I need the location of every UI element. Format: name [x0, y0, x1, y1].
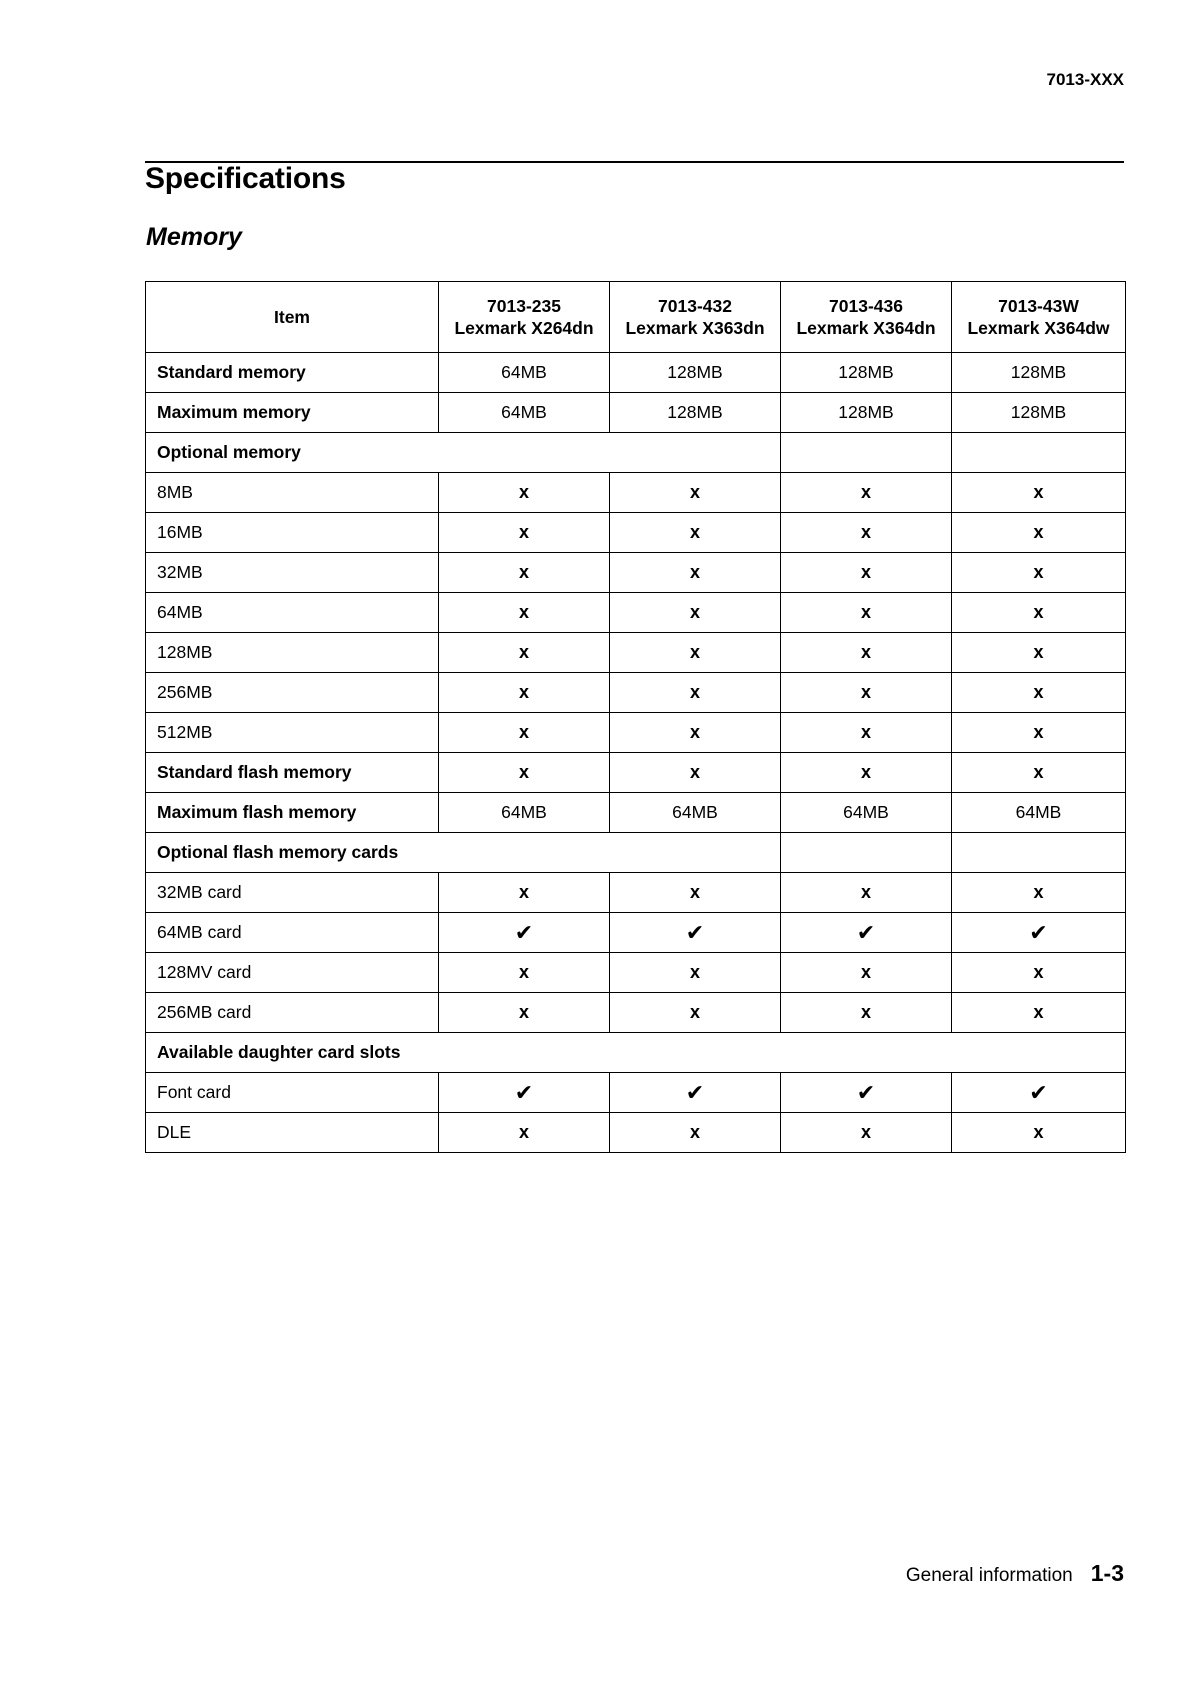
table-cell: x	[439, 593, 610, 633]
table-cell: x	[952, 953, 1126, 993]
table-cell: ✔	[439, 1073, 610, 1113]
row-label: Standard memory	[146, 353, 439, 393]
table-header-row	[146, 282, 1126, 353]
table-header	[146, 282, 1126, 353]
table-body	[146, 353, 1126, 1153]
table-row	[146, 913, 1126, 953]
table-row	[146, 353, 1126, 393]
table-row	[146, 1073, 1126, 1113]
table-cell: ✔	[952, 1073, 1126, 1113]
table-cell: x	[952, 473, 1126, 513]
table-cell: ✔	[610, 1073, 781, 1113]
table-cell: x	[439, 673, 610, 713]
row-label: 64MB	[146, 593, 439, 633]
table-cell: x	[439, 953, 610, 993]
table-cell: 128MB	[781, 353, 952, 393]
table-cell: x	[610, 953, 781, 993]
table-cell: 64MB	[781, 793, 952, 833]
table-cell: 128MB	[952, 393, 1126, 433]
model-name: Lexmark X264dn	[454, 318, 594, 338]
table-row	[146, 833, 1126, 873]
section-title: Memory	[146, 223, 242, 251]
table-cell: x	[610, 633, 781, 673]
table-cell: ✔	[781, 913, 952, 953]
table-cell: x	[952, 1113, 1126, 1153]
table-cell: x	[781, 633, 952, 673]
row-label: Maximum memory	[146, 393, 439, 433]
table-cell: x	[439, 993, 610, 1033]
page-footer	[906, 1560, 1124, 1587]
model-id: 7013-432	[658, 296, 732, 316]
table-row	[146, 433, 1126, 473]
table-cell: x	[952, 753, 1126, 793]
table-cell: x	[781, 873, 952, 913]
column-header-model	[610, 282, 781, 353]
model-name: Lexmark X363dn	[625, 318, 765, 338]
table-row	[146, 953, 1126, 993]
table-cell: x	[610, 553, 781, 593]
row-label: DLE	[146, 1113, 439, 1153]
table-cell: x	[781, 513, 952, 553]
table-cell: x	[610, 753, 781, 793]
model-id: 7013-436	[829, 296, 903, 316]
table-cell	[781, 833, 952, 873]
table-cell: x	[439, 553, 610, 593]
table-row	[146, 633, 1126, 673]
table-cell: x	[781, 593, 952, 633]
table-row	[146, 753, 1126, 793]
table-cell: x	[610, 993, 781, 1033]
table-row	[146, 513, 1126, 553]
table-cell: ✔	[781, 1073, 952, 1113]
table-cell: x	[439, 713, 610, 753]
table-cell: x	[439, 633, 610, 673]
row-label: Font card	[146, 1073, 439, 1113]
table-cell: x	[781, 1113, 952, 1153]
row-label: 256MB	[146, 673, 439, 713]
table-cell: x	[952, 513, 1126, 553]
table-row	[146, 593, 1126, 633]
table-cell: ✔	[439, 913, 610, 953]
table-row	[146, 793, 1126, 833]
table-cell: 128MB	[610, 393, 781, 433]
table-cell: x	[952, 633, 1126, 673]
memory-spec-table	[145, 281, 1126, 1153]
table-row	[146, 1033, 1126, 1073]
row-label: 16MB	[146, 513, 439, 553]
table-row	[146, 553, 1126, 593]
table-cell: x	[781, 953, 952, 993]
table-cell: x	[439, 873, 610, 913]
table-cell: 64MB	[952, 793, 1126, 833]
table-cell: 128MB	[952, 353, 1126, 393]
table-cell: x	[781, 753, 952, 793]
table-cell	[781, 433, 952, 473]
row-label: 512MB	[146, 713, 439, 753]
footer-section-name: General information	[905, 1565, 1073, 1586]
column-header-model	[781, 282, 952, 353]
table-cell	[952, 433, 1126, 473]
table-cell: x	[781, 473, 952, 513]
table-cell: x	[952, 873, 1126, 913]
model-id: 7013-43W	[998, 296, 1079, 316]
table-cell: x	[952, 993, 1126, 1033]
table-cell: x	[439, 473, 610, 513]
table-cell: x	[610, 673, 781, 713]
column-header-item: Item	[146, 282, 439, 353]
row-label: 256MB card	[146, 993, 439, 1033]
table-cell: x	[781, 673, 952, 713]
table-cell: x	[610, 473, 781, 513]
table-cell: x	[610, 713, 781, 753]
table-cell: x	[610, 1113, 781, 1153]
table-row	[146, 393, 1126, 433]
row-label: 128MB	[146, 633, 439, 673]
table-cell: x	[610, 513, 781, 553]
table-cell: x	[781, 553, 952, 593]
table-cell	[952, 833, 1126, 873]
row-label: 8MB	[146, 473, 439, 513]
page-title: Specifications	[145, 162, 346, 195]
table-cell: 128MB	[781, 393, 952, 433]
model-name: Lexmark X364dn	[796, 318, 936, 338]
table-cell: x	[439, 753, 610, 793]
column-header-model	[952, 282, 1126, 353]
document-code: 7013-XXX	[1046, 70, 1124, 89]
table-cell: x	[952, 553, 1126, 593]
table-cell: 64MB	[610, 793, 781, 833]
table-cell: x	[952, 713, 1126, 753]
table-cell: x	[781, 993, 952, 1033]
table-row	[146, 473, 1126, 513]
row-label: Optional flash memory cards	[146, 833, 781, 873]
table-row	[146, 873, 1126, 913]
page-number: 1-3	[1090, 1560, 1124, 1586]
table-cell: x	[781, 713, 952, 753]
table-cell: 128MB	[610, 353, 781, 393]
table-cell: 64MB	[439, 393, 610, 433]
table-cell: x	[610, 593, 781, 633]
table-row	[146, 673, 1126, 713]
table-cell: ✔	[610, 913, 781, 953]
model-name: Lexmark X364dw	[967, 318, 1110, 338]
table-row	[146, 713, 1126, 753]
row-label: Available daughter card slots	[146, 1033, 1126, 1073]
table-cell: x	[439, 513, 610, 553]
table-cell: 64MB	[439, 353, 610, 393]
table-row	[146, 993, 1126, 1033]
table-row	[146, 1113, 1126, 1153]
row-label: 64MB card	[146, 913, 439, 953]
table-cell: x	[610, 873, 781, 913]
table-cell: 64MB	[439, 793, 610, 833]
table-cell: x	[952, 673, 1126, 713]
row-label: 32MB card	[146, 873, 439, 913]
table-cell: x	[952, 593, 1126, 633]
row-label: Optional memory	[146, 433, 781, 473]
table-cell: x	[439, 1113, 610, 1153]
row-label: 32MB	[146, 553, 439, 593]
column-header-model	[439, 282, 610, 353]
table-cell: ✔	[952, 913, 1126, 953]
row-label: 128MV card	[146, 953, 439, 993]
row-label: Maximum flash memory	[146, 793, 439, 833]
model-id: 7013-235	[487, 296, 561, 316]
row-label: Standard flash memory	[146, 753, 439, 793]
